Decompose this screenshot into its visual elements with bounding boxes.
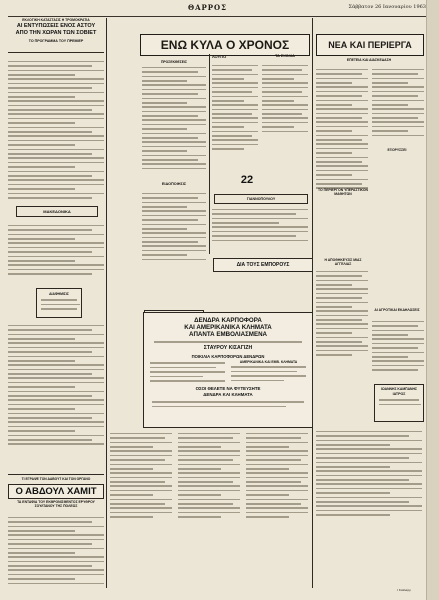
col1-kicker: ΕΚΛΟΓΙΚΗ ΚΑΤΑΣΤΑΣΙΣ Η ΤΡΟΜΟΚΡΑΤΙΑ [22, 18, 90, 22]
ad-head-3: ΑΠΑΝΤΑ ΕΜΒΟΛΙΑΣΜΕΝΑ [188, 331, 268, 338]
lower-text-block-2 [178, 430, 240, 521]
col1-bottom-sub: ΤΑ ΕΝΤΑΦΙΑ ΤΟΥ ΕΚΘΡΟΝΙΣΘΕΝΤΟΣ ΕΡΥΘΡΟΥ ΣΟΥΛΤΑΝΟΥ ΤΗΣ ΠΟΛΕΩΣ [17, 500, 95, 509]
masthead: ΘΑΡΡΟΣ [188, 3, 228, 12]
lower-middle-columns [110, 430, 310, 580]
col1-bottom-kicker: ΤΙ ΕΓΡΑΨΕ ΤΟΝ ΔΑΒΟΥΤ ΚΑΙ ΤΟΝ ΟΡΓΑΝΟ [21, 477, 91, 481]
ad-right-column [231, 360, 306, 385]
ad-two-column [144, 360, 312, 385]
col4-text-block-5 [316, 428, 422, 519]
col3-text-block-2 [262, 62, 308, 135]
column-1 [8, 18, 104, 596]
lower-text-block-3 [246, 430, 308, 521]
col4-subhead-c: ΑΙ ΑΓΡΟΤΙΚΑΙ ΕΚΔΗΛΩΣΕΙΣ [374, 308, 420, 312]
col4-kicker: ΕΠΕΤΕΙΑ ΚΑΙ ΔΙΑΣΚΕΔΑΣΗ [346, 58, 392, 62]
col1-text-block-2 [8, 222, 104, 277]
column-separator-1 [106, 18, 107, 588]
col1-bottom-headline: Ο ΑΒΔΟΥΛ ΧΑΜΙΤ [8, 484, 104, 499]
ad-head-2: ΚΑΙ ΑΜΕΡΙΚΑΝΙΚΑ ΚΛΗΜΑΤΑ [184, 324, 272, 331]
banner-time: ΕΝΩ ΚΥΛΑ Ο ΧΡΟΝΟΣ [140, 34, 310, 56]
col4-text-block-2 [372, 66, 424, 139]
ad-seller: ΣΤΑΥΡΟΥ ΚΙΣΑΓΙΖΗ [203, 344, 253, 351]
column-4 [316, 18, 426, 596]
col4-box-name: ΙΩΑΝΝΗΣ ΚΑΜΠΑΝΗΣ [381, 387, 417, 391]
col1-text-block-3 [8, 322, 104, 448]
ad-sub-4: ΔΕΝΔΡΑ ΚΑΙ ΚΛΗΜΑΤΑ [203, 392, 253, 398]
col1-text-block-4 [8, 514, 104, 587]
col1-headline-1: ΑΙ ΕΝΤΥΠΩΣΕΙΣ ΕΝΟΣ ΑΣΤΟΥ [16, 23, 96, 29]
col2-subhead-a: ΠΡΟΣΕΚΘΕΣΕΙΣ [160, 60, 188, 64]
traders-banner-text: ΔΙΑ ΤΟΥΣ ΕΜΠΟΡΟΥΣ [236, 262, 290, 268]
col4-doctor-box [374, 384, 424, 422]
ad-sub-1: ΠΟΙΚΙΛΙΑ ΚΑΡΠΟΦΟΡΩΝ ΔΕΝΔΡΩΝ [191, 353, 265, 359]
col1-subhead: ΤΟ ΠΡΟΓΡΑΜΜΑ ΤΟΥ ΠΡΕΜΙΕΡ [28, 39, 84, 43]
col4-subhead-d: ΕΞΟΡΥΣΣΕΙ [387, 148, 407, 152]
footer-mark: Ι Καλλιέργ [397, 588, 411, 592]
ad-line-1 [144, 341, 312, 343]
col3-title: ΛΟΥΠΟ [212, 54, 227, 59]
col4-subhead-a: ΤΟ ΠΕΡΙΕΡΓΟΝ ΥΠΕΡΑΣΤΙΚΟΝ ΜΑΘΗΤΩΝ [318, 188, 368, 196]
banner-news: ΝΕΑ ΚΑΙ ΠΕΡΙΕΡΓΑ [316, 34, 424, 56]
column-3 [212, 54, 310, 262]
col2-text-block-2 [142, 190, 206, 263]
col1-section-box: ΜΑΚΕΔΟΝΙΚΑ [16, 206, 98, 217]
dateline: Σάββατον 26 Ιανουαρίου 1963 [348, 4, 426, 10]
col4-text-block-1 [316, 66, 368, 192]
col4-text-block-4 [372, 318, 424, 373]
ad-footer-lines [144, 401, 312, 407]
traders-banner [213, 258, 313, 272]
trees-advertisement [143, 312, 313, 428]
col3-ad-box: ΓΙΑΝΝΟΠΟΥΛΟΥ [214, 194, 308, 204]
col2-subhead-b: ΕΙΔΟΠΟΙΗΣΙΣ [161, 182, 187, 186]
col1-inset-box [36, 288, 82, 318]
page-edge [426, 0, 439, 600]
column-separator-3 [312, 18, 313, 588]
col4-text-block-3 [316, 268, 368, 359]
col1-text-block-1 [8, 58, 104, 201]
col1-rule-1 [8, 52, 104, 53]
col1-inset-title: ΔΙΑΦΗΜΙΣΙΣ [49, 292, 69, 296]
lower-text-block-1 [110, 430, 172, 521]
ad-head-1: ΔΕΝΔΡΑ ΚΑΡΠΟΦΟΡΑ [194, 317, 262, 324]
col3-text-block-3 [212, 206, 308, 244]
ad-left-column [150, 360, 225, 385]
col1-headline-2: ΑΠΟ ΤΗΝ ΧΩΡΑΝ ΤΩΝ ΣΟΒΙΕΤ [15, 30, 97, 36]
column-separator-2 [209, 54, 210, 254]
col4-box-role: ΙΑΤΡΟΣ [392, 392, 406, 396]
col2-text-block-1 [142, 67, 206, 170]
page-header [8, 2, 426, 17]
col3-text-block-1 [212, 62, 258, 153]
ad-sub-2: ΑΜΕΡΙΚΑΝΙΚΑ ΚΑΙ ΕΜΒ. ΚΛΗΜΑΤΑ [239, 359, 298, 364]
col3-big-number: 22 [240, 174, 254, 186]
ad-sub-3: ΟΣΟΙ ΘΕΛΕΤΕ ΝΑ ΦΥΤΕΥΣΗΤΕ [195, 386, 261, 392]
col1-rule-2 [8, 474, 104, 475]
col3-subhead: ΤΑ ΣΧΟΛΙΑ [275, 54, 295, 58]
col4-subhead-b: Η ΑΠΟΘΗΚΕΥΣΙΣ ΜΙΑΣ ΑΓΓΕΛΙΑΣ [324, 258, 362, 266]
